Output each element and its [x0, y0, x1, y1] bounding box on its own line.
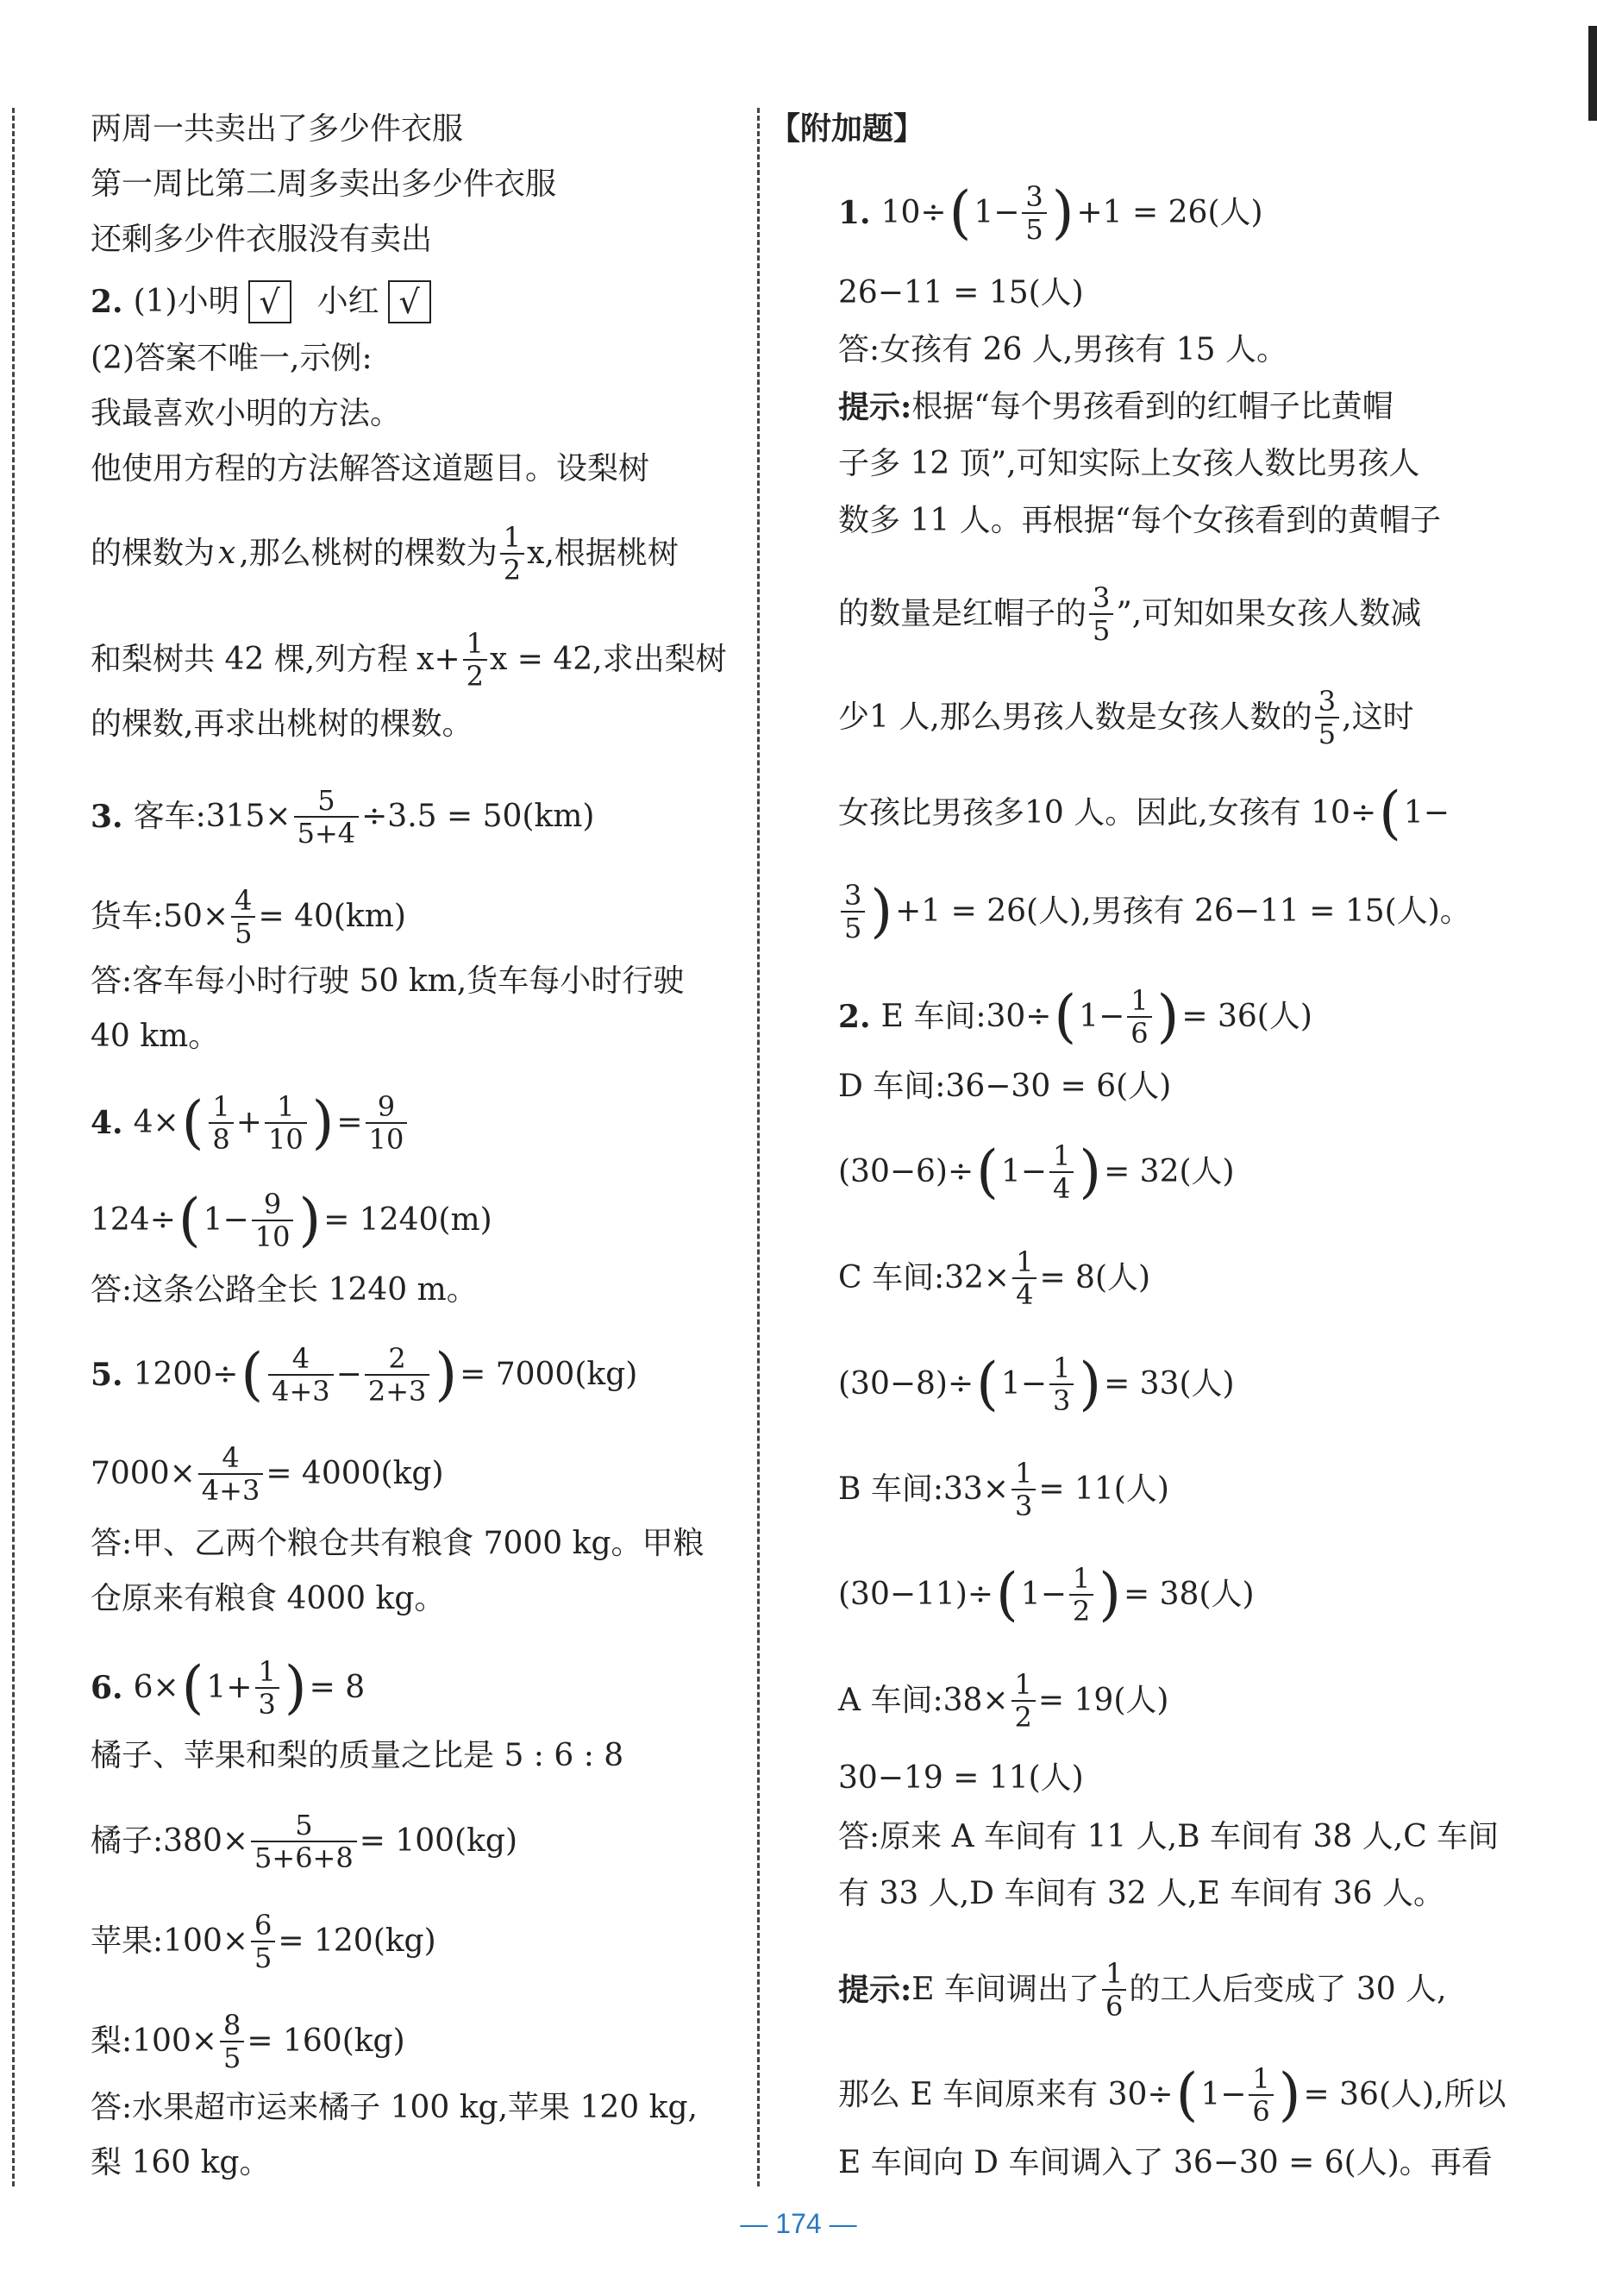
- line-text: 124÷: [91, 1202, 176, 1238]
- line-text: 梨 160 kg。: [91, 2145, 271, 2180]
- line-text: 1−: [1020, 1577, 1067, 1612]
- text-line: [838, 1068, 1171, 1106]
- text-line: [838, 2063, 1506, 2127]
- hint-label: 提示:: [838, 389, 912, 425]
- text-line: [838, 388, 1393, 426]
- line-text: 那么 E 车间原来有 30÷: [838, 2077, 1174, 2112]
- extra-2-line-6: [838, 1458, 1169, 1521]
- text-line: [91, 340, 373, 378]
- fraction: [500, 522, 524, 586]
- fraction: [252, 1189, 294, 1252]
- fraction: [1011, 1458, 1036, 1521]
- extra-2-line-3: [838, 1140, 1235, 1204]
- line-text: 的棵数,再求出桃树的棵数。: [91, 706, 473, 742]
- operator: −: [335, 1357, 362, 1392]
- line-text: 梨:100×: [91, 2023, 218, 2059]
- denominator: 5: [841, 911, 865, 944]
- numerator: 1: [1014, 1668, 1032, 1701]
- line-text: = 32(人): [1104, 1154, 1235, 1189]
- question-6-line-1: [91, 1656, 365, 1720]
- fraction: [255, 1656, 279, 1720]
- left-paren: (: [976, 1351, 999, 1417]
- column-divider: [757, 108, 760, 2186]
- line-text: +1 = 26(人): [1076, 195, 1263, 230]
- line-text: (30−8)÷: [838, 1366, 974, 1402]
- text-line: [838, 502, 1441, 540]
- line-text: 数多 11 人。再根据“每个女孩看到的黄帽子: [838, 503, 1442, 538]
- text-line: [838, 445, 1420, 483]
- numerator: 1: [277, 1090, 295, 1123]
- line-text: 的棵数为: [91, 536, 216, 571]
- question-3-line-2: [91, 885, 406, 949]
- denominator: 3: [255, 1687, 279, 1720]
- left-paren: (: [181, 1089, 204, 1156]
- denominator: 5: [231, 916, 255, 949]
- right-paren: ): [1079, 1351, 1102, 1417]
- line-text: 客车:315×: [133, 799, 291, 834]
- line-text: 10÷: [880, 195, 947, 230]
- option-label: (1)小明: [133, 284, 240, 319]
- checkmark-box: √: [388, 280, 431, 323]
- denominator: 5+6+8: [251, 1841, 357, 1873]
- line-text: 1−: [1000, 1366, 1047, 1402]
- page-number-text: 174: [775, 2208, 822, 2239]
- text-line: [91, 166, 556, 204]
- line-text: = 36(人): [1181, 999, 1312, 1034]
- left-paren: (: [996, 1561, 1018, 1628]
- left-paren: (: [181, 1654, 204, 1721]
- fraction: [231, 885, 255, 949]
- question-6-line-3: [91, 1810, 517, 1873]
- line-text: C 车间:32×: [838, 1260, 1011, 1295]
- question-4-line-2: [91, 1189, 492, 1252]
- line-text: 1−: [974, 195, 1020, 230]
- text-line: [838, 331, 1287, 369]
- extra-1-line-1: [838, 181, 1263, 245]
- text-line: [838, 686, 1414, 750]
- line-text: 他使用方程的方法解答这道题目。设梨树: [91, 451, 650, 486]
- page-edge-mark: [1588, 26, 1597, 121]
- numerator: 4: [235, 884, 253, 917]
- numerator: 1: [1105, 1957, 1124, 1990]
- numerator: 1: [1052, 1352, 1071, 1384]
- hint-label: 提示:: [838, 1972, 912, 2008]
- question-number: 2.: [838, 999, 871, 1035]
- line-text: 有 33 人,D 车间有 32 人,E 车间有 36 人。: [838, 1876, 1445, 1911]
- denominator: 2: [1011, 1700, 1036, 1733]
- text-line: [838, 1875, 1444, 1913]
- page-number: — 174 —: [740, 2208, 857, 2239]
- text-line: [91, 963, 684, 1001]
- numerator: 1: [1016, 1245, 1034, 1278]
- text-line: [91, 395, 401, 433]
- question-6-line-5: [91, 2010, 405, 2073]
- line-text: 的工人后变成了 30 人,: [1129, 1972, 1447, 2007]
- text-line: [838, 880, 1471, 944]
- numerator: 6: [254, 1909, 272, 1942]
- text-line: [838, 274, 1084, 312]
- denominator: 5: [1022, 212, 1046, 245]
- checkmark-box: √: [248, 280, 291, 323]
- denominator: 4: [1012, 1277, 1036, 1310]
- line-text: 1−: [203, 1202, 249, 1238]
- section-title: [769, 110, 924, 148]
- numerator: 1: [466, 627, 484, 660]
- denominator: 5: [1089, 613, 1113, 646]
- numerator: 1: [1072, 1562, 1091, 1595]
- line-text: 答:甲、乙两个粮仓共有粮食 7000 kg。甲粮: [91, 1526, 705, 1561]
- fraction: [365, 1343, 430, 1407]
- fraction: [1127, 985, 1151, 1049]
- line-text: 仓原来有粮食 4000 kg。: [91, 1581, 446, 1616]
- denominator: 5: [1315, 717, 1339, 750]
- line-text: 30−19 = 11(人): [838, 1760, 1084, 1796]
- line-text: A 车间:38×: [838, 1683, 1009, 1718]
- line-text: 1−: [1079, 999, 1125, 1034]
- line-text: 两周一共卖出了多少件衣服: [91, 111, 464, 147]
- fraction: [1011, 1669, 1036, 1733]
- fraction: [1249, 2063, 1273, 2127]
- fraction: [1315, 686, 1339, 750]
- text-line: [91, 2144, 270, 2182]
- numerator: 1: [212, 1090, 230, 1123]
- question-number: 1.: [838, 195, 871, 231]
- line-text: 和梨树共 42 棵,列方程: [91, 642, 409, 677]
- fraction: [1012, 1246, 1036, 1310]
- left-paren: (: [1175, 2061, 1199, 2128]
- line-text: 6×: [133, 1670, 179, 1705]
- extra-2-line-4: [838, 1246, 1150, 1310]
- line-text: ”,可知如果女孩人数减: [1116, 596, 1422, 631]
- left-paren: (: [976, 1139, 999, 1205]
- line-text: = 120(kg): [278, 1923, 436, 1959]
- line-text: B 车间:33×: [838, 1471, 1010, 1507]
- line-text: 1−: [1403, 795, 1450, 831]
- line-text: 我最喜欢小明的方法。: [91, 396, 402, 431]
- fraction: [198, 1442, 264, 1506]
- line-text: (30−6)÷: [838, 1154, 974, 1189]
- question-6-line-4: [91, 1910, 436, 1973]
- line-text: x = 42,求出梨树: [489, 642, 727, 677]
- numerator: 4: [222, 1441, 240, 1474]
- denominator: 2+3: [365, 1374, 430, 1407]
- line-text: = 38(人): [1123, 1577, 1255, 1612]
- question-number: 4.: [91, 1105, 123, 1141]
- line-text: = 8: [309, 1670, 366, 1705]
- option-label: 小红: [316, 284, 379, 319]
- operator: +: [235, 1105, 262, 1140]
- right-paren: ): [1051, 179, 1074, 246]
- variable-x: x: [218, 536, 236, 571]
- line-text: 4×: [133, 1105, 179, 1140]
- fraction: [220, 2010, 244, 2073]
- denominator: 2: [1069, 1594, 1093, 1627]
- denominator: 6: [1102, 1989, 1126, 2022]
- line-text: = 7000(kg): [460, 1357, 638, 1392]
- numerator: 5: [317, 784, 335, 817]
- question-number: 5.: [91, 1357, 123, 1393]
- line-text: x+: [416, 642, 460, 677]
- denominator: 10: [252, 1220, 294, 1252]
- line-text: ,这时: [1342, 699, 1414, 735]
- fraction: [1102, 1958, 1126, 2022]
- denominator: 4: [1049, 1171, 1074, 1204]
- text-line: [838, 1958, 1447, 2022]
- denominator: 8: [209, 1122, 233, 1155]
- numerator: 3: [1093, 581, 1111, 614]
- denominator: 5+4: [294, 816, 360, 849]
- denominator: 2: [463, 659, 487, 692]
- text-line: [838, 2144, 1493, 2182]
- line-text: = 4000(kg): [266, 1456, 444, 1491]
- numerator: 1: [1052, 1139, 1071, 1172]
- denominator: 10: [366, 1122, 408, 1155]
- numerator: 8: [223, 2009, 241, 2042]
- text-line: [91, 450, 649, 488]
- text-line: [91, 110, 463, 148]
- right-paren: ): [870, 878, 893, 944]
- line-text: 26−11 = 15(人): [838, 275, 1084, 311]
- line-text: = 33(人): [1104, 1366, 1235, 1402]
- line-text: 答:原来 A 车间有 11 人,B 车间有 38 人,C 车间: [838, 1819, 1500, 1854]
- fraction: [1049, 1140, 1074, 1204]
- numerator: 1: [1130, 984, 1149, 1017]
- extra-2-line-8: [838, 1669, 1168, 1733]
- line-text: 的数量是红帽子的: [838, 596, 1087, 631]
- numerator: 3: [1318, 685, 1337, 718]
- right-paren: ): [1079, 1139, 1102, 1205]
- line-text: 女孩比男孩多10 人。因此,女孩有 10÷: [838, 795, 1377, 831]
- line-text: 1+: [206, 1670, 253, 1705]
- line-text: 根据“每个男孩看到的红帽子比黄帽: [911, 389, 1393, 424]
- numerator: 9: [377, 1090, 396, 1123]
- line-text: = 160(kg): [247, 2023, 405, 2059]
- denominator: 6: [1127, 1016, 1151, 1049]
- line-text: = 11(人): [1038, 1471, 1169, 1507]
- line-text: 答:女孩有 26 人,男孩有 15 人。: [838, 332, 1287, 367]
- right-paren: ): [298, 1187, 322, 1253]
- numerator: 5: [295, 1809, 313, 1841]
- fraction: [366, 1091, 408, 1155]
- fraction: [251, 1910, 275, 1973]
- left-paren: (: [949, 179, 972, 246]
- text-line: [838, 780, 1450, 846]
- line-text: = 19(人): [1037, 1683, 1169, 1718]
- numerator: 1: [1015, 1457, 1033, 1490]
- left-paren: (: [241, 1341, 264, 1408]
- fraction: [463, 628, 487, 692]
- line-text: = 1240(m): [323, 1202, 492, 1238]
- text-line: [91, 1018, 219, 1056]
- line-text: E 车间:30÷: [880, 999, 1052, 1034]
- line-text: = 8(人): [1039, 1260, 1151, 1295]
- line-text: x,根据桃树: [527, 536, 679, 571]
- question-3-line-1: [91, 785, 594, 849]
- denominator: 4+3: [268, 1374, 334, 1407]
- numerator: 1: [258, 1655, 276, 1688]
- text-line: [91, 221, 432, 259]
- line-text: 7000×: [91, 1456, 196, 1491]
- question-number: 6.: [91, 1670, 123, 1706]
- line-text: = 100(kg): [359, 1823, 517, 1859]
- line-text: 子多 12 顶”,可知实际上女孩人数比男孩人: [838, 446, 1420, 481]
- text-line: [91, 628, 727, 692]
- left-paren: (: [178, 1187, 201, 1253]
- line-text: 橘子、苹果和梨的质量之比是 5 : 6 : 8: [91, 1738, 624, 1773]
- right-paren: ): [311, 1089, 335, 1156]
- numerator: 9: [263, 1188, 282, 1220]
- line-text: 答:客车每小时行驶 50 km,货车每小时行驶: [91, 963, 685, 999]
- denominator: 5: [220, 2041, 244, 2073]
- question-number: 3.: [91, 799, 123, 835]
- extra-2-line-1: [838, 985, 1312, 1049]
- line-text: 还剩多少件衣服没有卖出: [91, 222, 433, 257]
- text-line: [838, 582, 1421, 646]
- line-text: (30−11)÷: [838, 1577, 994, 1612]
- text-line: [91, 1525, 705, 1563]
- fraction: [1069, 1563, 1093, 1627]
- line-text: (2)答案不唯一,示例:: [91, 341, 373, 376]
- left-dashed-margin: [12, 108, 15, 2186]
- line-text: 1−: [1200, 2077, 1247, 2112]
- numerator: 1: [1252, 2062, 1270, 2095]
- question-5-line-1: [91, 1343, 637, 1407]
- denominator: 3: [1049, 1383, 1074, 1416]
- denominator: 2: [500, 553, 524, 586]
- line-text: 苹果:100×: [91, 1923, 249, 1959]
- numerator: 2: [388, 1342, 406, 1375]
- fraction: [209, 1091, 233, 1155]
- line-text: +1 = 26(人),男孩有 26−11 = 15(人)。: [895, 894, 1471, 929]
- text-line: [91, 1580, 445, 1618]
- right-paren: ): [284, 1654, 307, 1721]
- text-line: [91, 706, 473, 743]
- line-text: 1−: [1000, 1154, 1047, 1189]
- line-text: 40 km。: [91, 1019, 220, 1054]
- numerator: 3: [844, 879, 862, 912]
- fraction: [1049, 1352, 1074, 1416]
- fraction: [268, 1343, 334, 1407]
- question-4-line-1: [91, 1091, 410, 1155]
- line-text: 少1 人,那么男孩人数是女孩人数的: [838, 699, 1312, 735]
- fraction: [841, 880, 865, 944]
- denominator: 3: [1011, 1489, 1036, 1521]
- line-text: 橘子:380×: [91, 1823, 249, 1859]
- text-line: [91, 1737, 623, 1775]
- fraction: [265, 1091, 307, 1155]
- extra-2-line-5: [838, 1352, 1235, 1416]
- left-paren: (: [1379, 780, 1401, 846]
- fraction: [251, 1810, 357, 1873]
- line-text: E 车间调出了: [911, 1972, 1100, 2007]
- line-text: 答:水果超市运来橘子 100 kg,苹果 120 kg,: [91, 2090, 698, 2125]
- denominator: 5: [251, 1941, 275, 1973]
- line-text: 1200÷: [133, 1357, 239, 1392]
- question-2-part-1: [91, 280, 457, 323]
- right-paren: ): [1156, 983, 1180, 1050]
- fraction: [294, 785, 360, 849]
- line-text: ,那么桃树的棵数为: [239, 536, 498, 571]
- fraction: [1089, 582, 1113, 646]
- right-paren: ): [1099, 1561, 1121, 1628]
- line-text: 第一周比第二周多卖出多少件衣服: [91, 166, 557, 202]
- line-text: 货车:50×: [91, 899, 229, 934]
- section-title-text: 【附加题】: [769, 111, 925, 147]
- text-line: [838, 1760, 1084, 1797]
- numerator: 3: [1025, 180, 1043, 213]
- line-text: 答:这条公路全长 1240 m。: [91, 1272, 478, 1308]
- right-paren: ): [435, 1341, 458, 1408]
- left-paren: (: [1054, 983, 1077, 1050]
- numerator: 4: [291, 1342, 310, 1375]
- line-text: = 40(km): [258, 899, 406, 934]
- extra-2-line-7: [838, 1563, 1255, 1627]
- right-paren: ): [1278, 2061, 1301, 2128]
- denominator: 6: [1249, 2094, 1273, 2127]
- line-text: ÷3.5 = 50(km): [361, 799, 595, 834]
- denominator: 10: [265, 1122, 307, 1155]
- denominator: 4+3: [198, 1473, 264, 1506]
- text-line: [838, 1818, 1499, 1856]
- line-text: = 36(人),所以: [1303, 2077, 1506, 2112]
- line-text: D 车间:36−30 = 6(人): [838, 1069, 1172, 1104]
- text-line: [91, 2089, 698, 2127]
- question-number: 2.: [91, 284, 123, 320]
- fraction: [1022, 181, 1046, 245]
- numerator: 1: [503, 521, 522, 554]
- question-5-line-2: [91, 1442, 444, 1506]
- operator: =: [336, 1105, 363, 1140]
- text-line: [91, 1271, 478, 1309]
- text-line: [91, 522, 679, 586]
- line-text: E 车间向 D 车间调入了 36−30 = 6(人)。再看: [838, 2145, 1493, 2180]
